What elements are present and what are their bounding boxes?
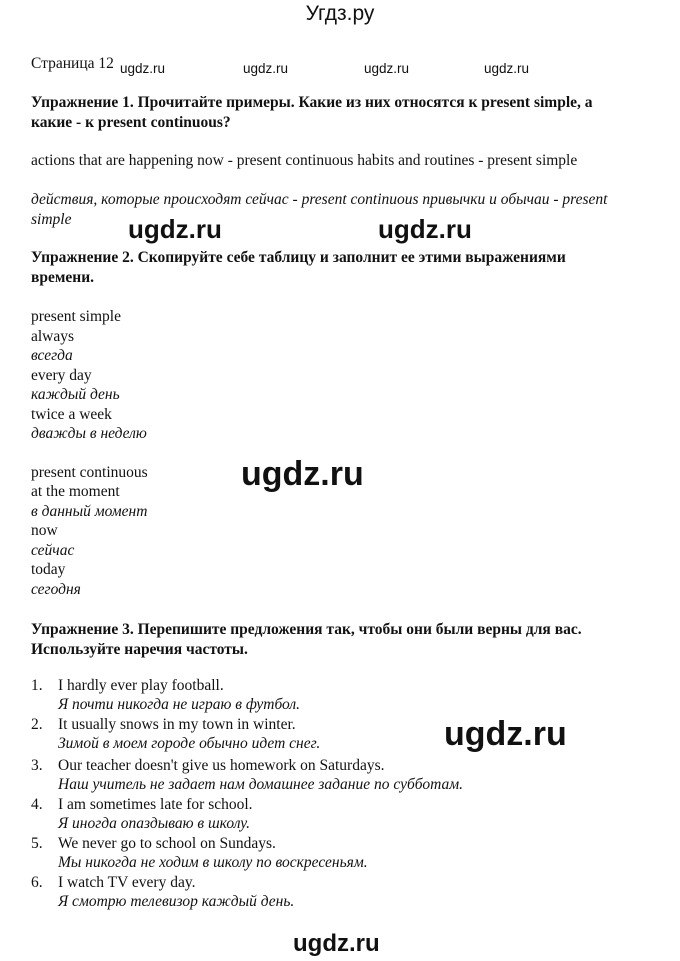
continuous-title: present continuous xyxy=(31,464,148,481)
watermark: ugdz.ru xyxy=(120,61,166,76)
watermark: ugdz.ru xyxy=(364,61,410,76)
list-item-translation: каждый день xyxy=(31,386,120,403)
list-item-translation: сегодня xyxy=(31,581,81,598)
watermark: ugdz.ru xyxy=(484,61,530,76)
watermark: ugdz.ru xyxy=(241,455,364,493)
sentence-translation: Зимой в моем городе обычно идет снег. xyxy=(58,735,321,752)
page-label: Страница 12 xyxy=(31,55,114,72)
list-item: always xyxy=(31,328,75,345)
sentence: I watch TV every day. xyxy=(58,874,196,891)
exercise1-answer-en: actions that are happening now - present continuous habits and routines - present simple xyxy=(31,152,578,169)
list-item-translation: дважды в неделю xyxy=(31,425,147,442)
item-number: 1. xyxy=(31,677,43,694)
list-item: at the moment xyxy=(31,483,120,500)
list-item-translation: в данный момент xyxy=(31,503,148,520)
list-item: today xyxy=(31,561,66,578)
item-number: 4. xyxy=(31,796,43,813)
exercise1-heading: Упражнение 1. Прочитайте примеры. Какие из них относятся к present simple, а какие - к present continuous? xyxy=(31,94,593,131)
list-item: twice a week xyxy=(31,406,112,423)
sentence: I hardly ever play football. xyxy=(58,677,224,694)
sentence-translation: Я смотрю телевизор каждый день. xyxy=(58,893,295,910)
watermark: ugdz.ru xyxy=(243,61,289,76)
sentence-translation: Я почти никогда не играю в футбол. xyxy=(58,696,301,713)
sentence: I am sometimes late for school. xyxy=(58,796,253,813)
watermark: ugdz.ru xyxy=(444,715,567,753)
list-item: every day xyxy=(31,367,92,384)
exercise2-heading: Упражнение 2. Скопируйте себе таблицу и заполнит ее этими выражениями времени. xyxy=(31,249,566,286)
item-number: 6. xyxy=(31,874,43,891)
sentence-translation: Мы никогда не ходим в школу по воскресеньям. xyxy=(58,854,368,871)
watermark: ugdz.ru xyxy=(293,930,380,957)
item-number: 3. xyxy=(31,757,43,774)
list-item-translation: сейчас xyxy=(31,542,75,559)
exercise3-heading: Упражнение 3. Перепишите предложения так, чтобы они были верны для вас. Используйте наречия частоты. xyxy=(31,621,582,658)
item-number: 5. xyxy=(31,835,43,852)
simple-title: present simple xyxy=(31,308,121,325)
sentence-translation: Я иногда опаздываю в школу. xyxy=(58,815,251,832)
exercise1-answer-ru: действия, которые происходят сейчас - present continuous привычки и обычаи - present simple xyxy=(31,191,608,228)
watermark: ugdz.ru xyxy=(378,214,472,244)
item-number: 2. xyxy=(31,716,43,733)
sentence: We never go to school on Sundays. xyxy=(58,835,276,852)
sentence: Our teacher doesn't give us homework on Saturdays. xyxy=(58,757,385,774)
site-title: Угдз.ру xyxy=(305,2,375,25)
sentence: It usually snows in my town in winter. xyxy=(58,716,296,733)
sentence-translation: Наш учитель не задает нам домашнее задание по субботам. xyxy=(58,776,464,793)
watermark: ugdz.ru xyxy=(128,214,222,244)
list-item-translation: всегда xyxy=(31,347,73,364)
list-item: now xyxy=(31,522,58,539)
